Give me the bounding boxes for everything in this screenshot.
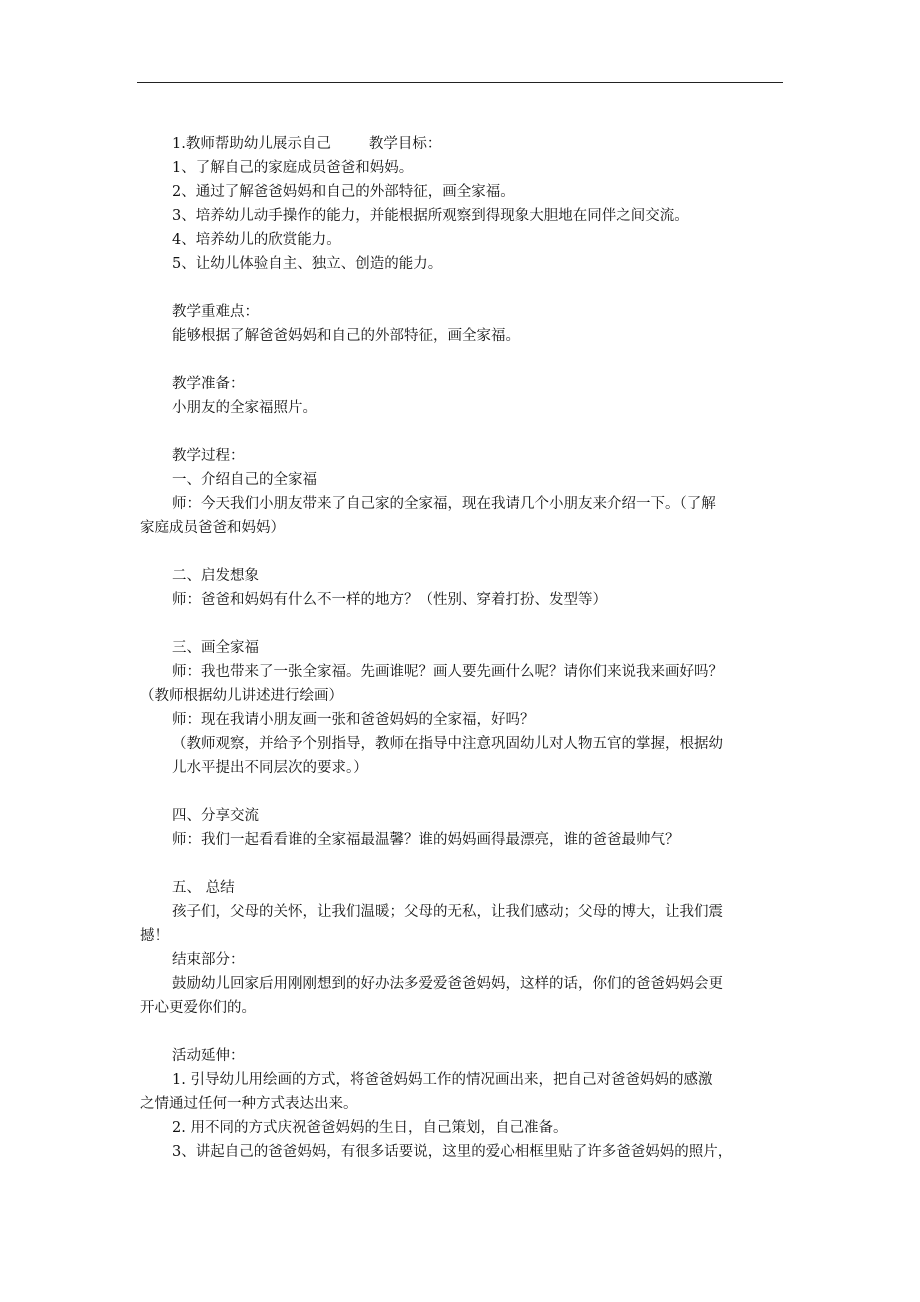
- key-points-heading: 教学重难点：: [172, 304, 259, 320]
- intro-text: 1.教师帮助幼儿展示自己: [172, 136, 331, 152]
- extension-item-1: 1. 引导幼儿用绘画的方式，将爸爸妈妈工作的情况画出来，把自己对爸爸妈妈的感激: [172, 1072, 713, 1088]
- prep-text: 小朋友的全家福照片。: [172, 400, 317, 416]
- process-heading: 教学过程：: [172, 448, 245, 464]
- section2-title: 二、启发想象: [172, 568, 259, 584]
- intro-line: [140, 132, 784, 156]
- section4-text: 师：我们一起看看谁的全家福最温馨？谁的妈妈画得最漂亮，谁的爸爸最帅气？: [172, 832, 680, 848]
- goals-heading: 教学目标：: [368, 136, 442, 152]
- extension-item-1-cont: 之情通过任何一种方式表达出来。: [140, 1096, 358, 1112]
- section2-text: 师：爸爸和妈妈有什么不一样的地方？（性别、穿着打扮、发型等）: [172, 592, 607, 608]
- section3-text1-cont: （教师根据幼儿讲述进行绘画）: [140, 688, 343, 704]
- section1-text-cont: 家庭成员爸爸和妈妈）: [140, 520, 285, 536]
- prep-heading: 教学准备：: [172, 376, 245, 392]
- section3-text3-cont: 儿水平提出不同层次的要求。）: [172, 760, 368, 776]
- extension-item-3: 3、讲起自己的爸爸妈妈，有很多话要说，这里的爱心相框里贴了许多爸爸妈妈的照片，: [172, 1144, 733, 1160]
- header-rule: [137, 82, 783, 83]
- section3-title: 三、画全家福: [172, 640, 259, 656]
- key-points-text: 能够根据了解爸爸妈妈和自己的外部特征，画全家福。: [172, 328, 520, 344]
- goal-item-5: 5、让幼儿体验自主、独立、创造的能力。: [172, 256, 443, 272]
- extension-heading: 活动延伸：: [172, 1048, 245, 1064]
- section1-text: 师：今天我们小朋友带来了自己家的全家福，现在我请几个小朋友来介绍一下。（了解: [172, 496, 716, 512]
- section3-text1: 师：我也带来了一张全家福。先画谁呢？画人要先画什么呢？请你们来说我来画好吗？: [172, 664, 723, 680]
- document-body: [140, 132, 784, 1164]
- goal-item-4: 4、培养幼儿的欣赏能力。: [172, 232, 341, 248]
- ending-heading: 结束部分：: [172, 952, 245, 968]
- ending-text-cont: 开心更爱你们的。: [140, 1000, 256, 1016]
- section5-text-cont: 撼！: [140, 928, 169, 944]
- extension-item-2: 2. 用不同的方式庆祝爸爸妈妈的生日，自己策划，自己准备。: [172, 1120, 568, 1136]
- section1-title: 一、介绍自己的全家福: [172, 472, 317, 488]
- section4-title: 四、分享交流: [172, 808, 259, 824]
- section3-text3: （教师观察，并给予个别指导，教师在指导中注意巩固幼儿对人物五官的掌握，根据幼: [172, 736, 723, 752]
- section3-text2: 师：现在我请小朋友画一张和爸爸妈妈的全家福，好吗？: [172, 712, 535, 728]
- ending-text: 鼓励幼儿回家后用刚刚想到的好办法多爱爱爸爸妈妈，这样的话，你们的爸爸妈妈会更: [172, 976, 723, 992]
- section5-text: 孩子们，父母的关怀，让我们温暖；父母的无私，让我们感动；父母的博大，让我们震: [172, 904, 723, 920]
- goal-item-2: 2、通过了解爸爸妈妈和自己的外部特征，画全家福。: [172, 184, 515, 200]
- goal-item-1: 1、了解自己的家庭成员爸爸和妈妈。: [172, 160, 414, 176]
- section5-title: 五、 总结: [172, 880, 235, 896]
- goal-item-3: 3、培养幼儿动手操作的能力，并能根据所观察到得现象大胆地在同伴之间交流。: [172, 208, 689, 224]
